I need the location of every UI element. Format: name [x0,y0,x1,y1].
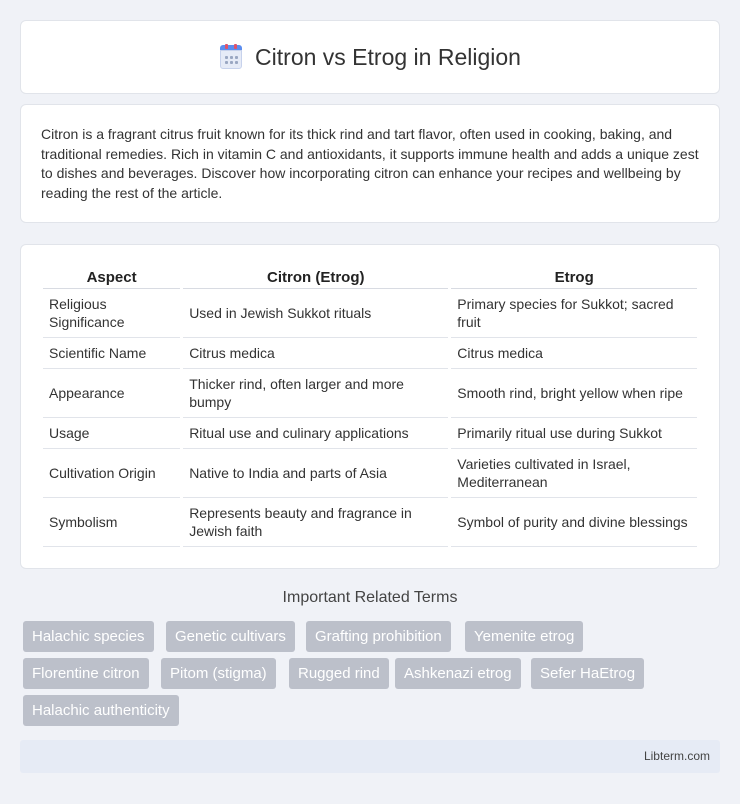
tag-ashkenazi-etrog[interactable]: Ashkenazi etrog [395,658,521,689]
tag-genetic-cultivars[interactable]: Genetic cultivars [166,621,295,652]
table-cell: Appearance [43,369,180,418]
related-terms-title: Important Related Terms [282,589,458,606]
intro-paragraph: Citron is a fragrant citrus fruit known for its thick rind and tart flavor, often used in cooking, baking, and traditional remedies. Rich in vitamin C and antioxidants, it supports immune health and adds a unique zest to dishes and beverages. Discover how incorporating citron can enhance your recipes and wellbeing by reading the rest of the article. [41,126,699,201]
table-header-row [43,265,697,289]
tag-rugged-rind[interactable]: Rugged rind [289,658,389,689]
intro-card [20,104,720,223]
footer [20,740,720,773]
table-row [43,289,697,338]
table-cell: Cultivation Origin [43,449,180,498]
table-cell: Thicker rind, often larger and more bumpy [183,369,448,418]
tag-pitom-stigma[interactable]: Pitom (stigma) [161,658,276,689]
table-cell: Religious Significance [43,289,180,338]
comparison-table-card [20,244,720,569]
header-aspect: Aspect [43,265,180,289]
tag-grafting-prohibition[interactable]: Grafting prohibition [306,621,451,652]
table-cell: Primarily ritual use during Sukkot [451,418,697,449]
table-row [43,418,697,449]
table-cell: Primary species for Sukkot; sacred fruit [451,289,697,338]
header-etrog: Etrog [451,265,697,289]
calendar-icon [219,44,243,70]
tag-yemenite-etrog[interactable]: Yemenite etrog [465,621,583,652]
table-row [43,369,697,418]
footer-site-link[interactable]: Libterm.com [643,749,710,763]
title-wrap [219,44,521,71]
table-cell: Scientific Name [43,338,180,369]
table-cell: Usage [43,418,180,449]
tag-halachic-species[interactable]: Halachic species [23,621,154,652]
comparison-table [40,265,700,547]
header-card [20,20,720,94]
table-cell: Ritual use and culinary applications [183,418,448,449]
table-row [43,338,697,369]
table-cell: Smooth rind, bright yellow when ripe [451,369,697,418]
tag-halachic-authenticity[interactable]: Halachic authenticity [23,695,179,726]
table-cell: Used in Jewish Sukkot rituals [183,289,448,338]
tag-sefer-haetrog[interactable]: Sefer HaEtrog [531,658,644,689]
table-row [43,498,697,547]
table-cell: Symbolism [43,498,180,547]
header-citron: Citron (Etrog) [183,265,448,289]
table-cell: Citrus medica [451,338,697,369]
table-cell: Symbol of purity and divine blessings [451,498,697,547]
table-cell: Varieties cultivated in Israel, Mediterranean [451,449,697,498]
table-cell: Citrus medica [183,338,448,369]
table-row [43,449,697,498]
table-cell: Native to India and parts of Asia [183,449,448,498]
tag-florentine-citron[interactable]: Florentine citron [23,658,149,689]
page-title: Citron vs Etrog in Religion [255,43,521,70]
table-cell: Represents beauty and fragrance in Jewish faith [183,498,448,547]
